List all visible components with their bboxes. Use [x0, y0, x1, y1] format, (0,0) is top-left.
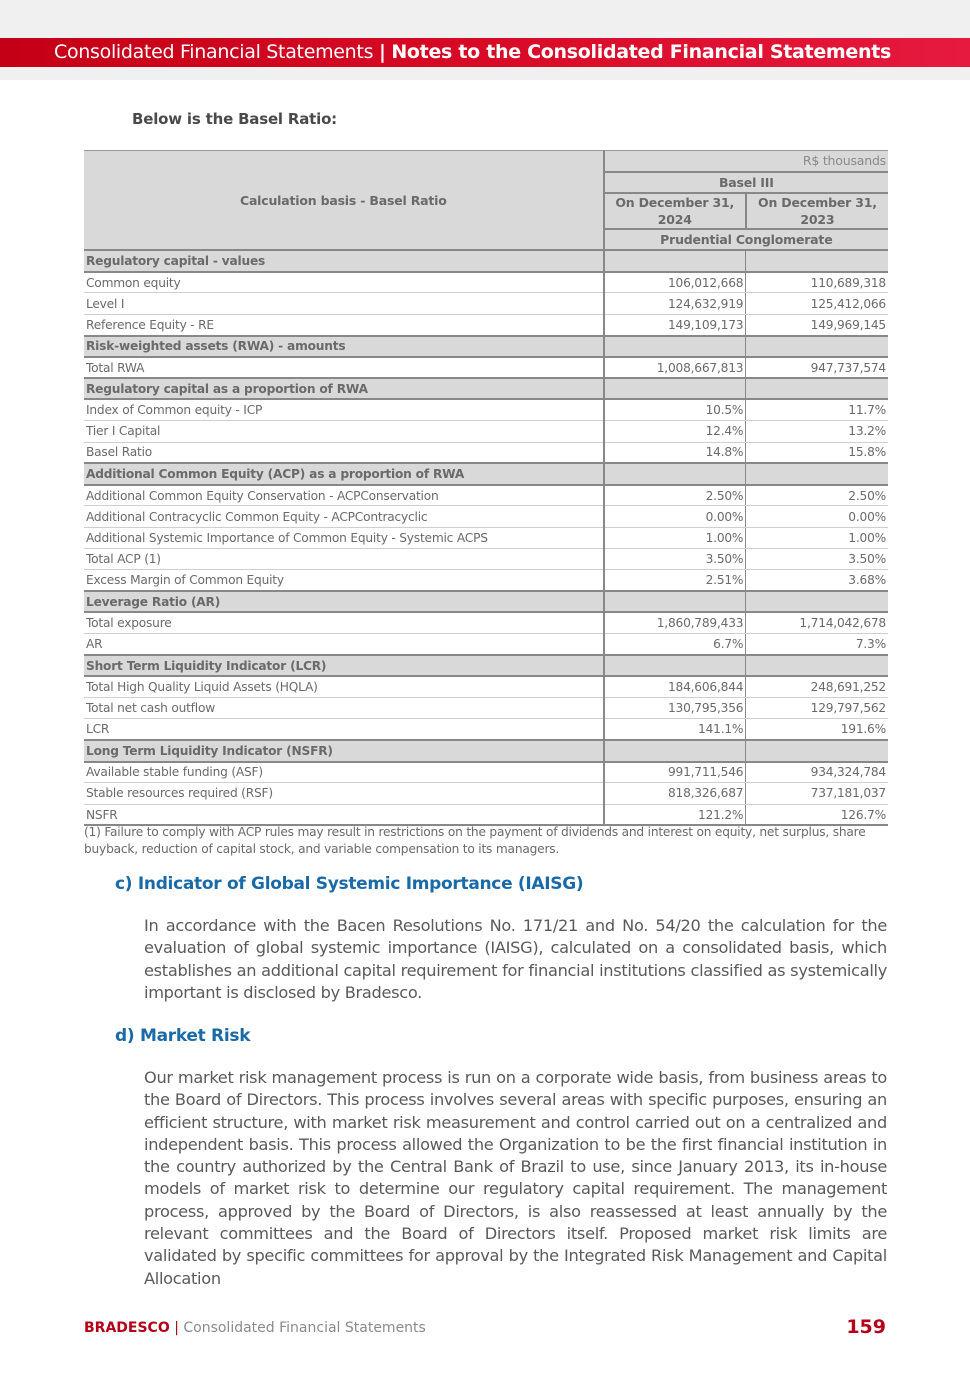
- value-2024: 130,795,356: [604, 698, 746, 719]
- section-empty-cell: [604, 336, 746, 357]
- value-2023: 737,181,037: [746, 783, 888, 804]
- section-c-heading: c) Indicator of Global Systemic Importance (IAISG): [115, 874, 584, 894]
- section-empty-cell: [604, 378, 746, 399]
- brand-name: BRADESCO: [84, 1320, 170, 1336]
- section-empty-cell: [746, 336, 888, 357]
- value-2024: 2.50%: [604, 485, 746, 506]
- table-section-row: [84, 250, 888, 271]
- intro-text: Below is the Basel Ratio:: [132, 110, 337, 128]
- col-2024-header: On December 31, 2024: [604, 193, 746, 229]
- value-2024: 2.51%: [604, 570, 746, 591]
- section-d-heading: d) Market Risk: [115, 1026, 251, 1046]
- value-2024: 14.8%: [604, 442, 746, 463]
- footer-separator: |: [174, 1320, 179, 1336]
- table-row: [84, 442, 888, 463]
- section-empty-cell: [746, 378, 888, 399]
- row-label: Basel Ratio: [84, 442, 604, 463]
- table-footnote: (1) Failure to comply with ACP rules may result in restrictions on the payment of dividends and interest on equity, net surplus, share buyback, reduction of capital stock, and variable compensation to its managers.: [84, 825, 866, 856]
- value-2024: 0.00%: [604, 506, 746, 527]
- value-2023: 0.00%: [746, 506, 888, 527]
- section-empty-cell: [746, 463, 888, 484]
- basel-ratio-table: [84, 150, 888, 826]
- value-2024: 106,012,668: [604, 272, 746, 293]
- section-title: Long Term Liquidity Indicator (NSFR): [84, 740, 604, 761]
- value-2024: 124,632,919: [604, 293, 746, 314]
- value-2023: 126.7%: [746, 804, 888, 825]
- row-label: Total High Quality Liquid Assets (HQLA): [84, 676, 604, 697]
- section-title: Regulatory capital - values: [84, 250, 604, 271]
- row-label: Level I: [84, 293, 604, 314]
- value-2023: 13.2%: [746, 421, 888, 442]
- section-title: Leverage Ratio (AR): [84, 591, 604, 612]
- row-label: Index of Common equity - ICP: [84, 399, 604, 420]
- row-label: Additional Systemic Importance of Common Equity - Systemic ACPS: [84, 527, 604, 548]
- section-empty-cell: [604, 591, 746, 612]
- table-row: [84, 549, 888, 570]
- row-label: Total exposure: [84, 612, 604, 633]
- table-row: [84, 527, 888, 548]
- value-2023: 934,324,784: [746, 762, 888, 783]
- table-row: [84, 485, 888, 506]
- row-label: Additional Contracyclic Common Equity - ACPContracyclic: [84, 506, 604, 527]
- value-2024: 121.2%: [604, 804, 746, 825]
- header-title: Notes to the Consolidated Financial Statements: [391, 41, 892, 63]
- value-2023: 2.50%: [746, 485, 888, 506]
- table-row: [84, 804, 888, 825]
- section-title: Additional Common Equity (ACP) as a proportion of RWA: [84, 463, 604, 484]
- framework-header: Basel III: [604, 172, 888, 193]
- header-separator: |: [378, 41, 386, 63]
- value-2023: 15.8%: [746, 442, 888, 463]
- value-2023: 1.00%: [746, 527, 888, 548]
- table-row: [84, 762, 888, 783]
- footer-brand: [84, 1320, 426, 1336]
- value-2024: 3.50%: [604, 549, 746, 570]
- table-row: [84, 272, 888, 293]
- section-title: Short Term Liquidity Indicator (LCR): [84, 655, 604, 676]
- top-margin: [0, 0, 970, 38]
- basis-label-header: Calculation basis - Basel Ratio: [84, 151, 604, 251]
- value-2023: 110,689,318: [746, 272, 888, 293]
- table-row: [84, 676, 888, 697]
- row-label: Total RWA: [84, 357, 604, 378]
- header-section: Consolidated Financial Statements: [54, 41, 374, 63]
- row-label: Available stable funding (ASF): [84, 762, 604, 783]
- table-section-row: [84, 655, 888, 676]
- section-empty-cell: [746, 655, 888, 676]
- section-empty-cell: [604, 250, 746, 271]
- row-label: LCR: [84, 719, 604, 740]
- section-empty-cell: [604, 463, 746, 484]
- section-empty-cell: [746, 250, 888, 271]
- value-2023: 947,737,574: [746, 357, 888, 378]
- row-label: Total ACP (1): [84, 549, 604, 570]
- row-label: Stable resources required (RSF): [84, 783, 604, 804]
- table-section-row: [84, 740, 888, 761]
- table-row: [84, 570, 888, 591]
- table-row: [84, 783, 888, 804]
- value-2024: 6.7%: [604, 634, 746, 655]
- table-row: [84, 719, 888, 740]
- value-2023: 1,714,042,678: [746, 612, 888, 633]
- row-label: Tier I Capital: [84, 421, 604, 442]
- value-2023: 191.6%: [746, 719, 888, 740]
- page-number: 159: [846, 1316, 886, 1338]
- table-section-row: [84, 336, 888, 357]
- table-section-row: [84, 463, 888, 484]
- value-2023: 3.50%: [746, 549, 888, 570]
- footer-doc-title: Consolidated Financial Statements: [183, 1320, 426, 1336]
- section-empty-cell: [604, 655, 746, 676]
- value-2023: 11.7%: [746, 399, 888, 420]
- value-2023: 3.68%: [746, 570, 888, 591]
- value-2023: 248,691,252: [746, 676, 888, 697]
- value-2024: 184,606,844: [604, 676, 746, 697]
- table-row: [84, 399, 888, 420]
- value-2024: 991,711,546: [604, 762, 746, 783]
- value-2023: 125,412,066: [746, 293, 888, 314]
- section-c-body: In accordance with the Bacen Resolutions No. 171/21 and No. 54/20 the calculation for the evaluation of global systemic importance (IAISG), calculated on a consolidated basis, which establishes an additional capital requirement for financial institutions classified as systemically important is disclosed by Bradesco.: [144, 916, 887, 1002]
- section-title: Risk-weighted assets (RWA) - amounts: [84, 336, 604, 357]
- section-empty-cell: [604, 740, 746, 761]
- unit-label: R$ thousands: [604, 151, 888, 172]
- col-2023-header: On December 31, 2023: [746, 193, 888, 229]
- row-label: AR: [84, 634, 604, 655]
- table-row: [84, 698, 888, 719]
- value-2024: 149,109,173: [604, 314, 746, 335]
- row-label: Additional Common Equity Conservation - ACPConservation: [84, 485, 604, 506]
- section-empty-cell: [746, 740, 888, 761]
- row-label: Common equity: [84, 272, 604, 293]
- row-label: Total net cash outflow: [84, 698, 604, 719]
- value-2024: 12.4%: [604, 421, 746, 442]
- section-title: Regulatory capital as a proportion of RWA: [84, 378, 604, 399]
- page-header-bar: [0, 38, 970, 67]
- value-2023: 149,969,145: [746, 314, 888, 335]
- value-2024: 1.00%: [604, 527, 746, 548]
- table-row: [84, 634, 888, 655]
- row-label: NSFR: [84, 804, 604, 825]
- value-2023: 7.3%: [746, 634, 888, 655]
- value-2023: 129,797,562: [746, 698, 888, 719]
- value-2024: 1,860,789,433: [604, 612, 746, 633]
- section-d-body: Our market risk management process is run on a corporate wide basis, from business areas to the Board of Directors. This process involves several areas with specific purposes, ensuring an efficient structure, with market risk measurement and control carried out on a centralized and independent basis. This process allowed the Organization to be the first financial institution in the country authorized by the Central Bank of Brazil to use, since January 2013, its in-house models of market risk to determine our regulatory capital requirement. The management process, approved by the Board of Directors, is also reassessed at least annually by the relevant committees and the Board of Directors itself. Proposed market risk limits are validated by specific committees for approval by the Integrated Risk Management and Capital Allocation: [144, 1068, 887, 1288]
- table-section-row: [84, 591, 888, 612]
- value-2024: 818,326,687: [604, 783, 746, 804]
- row-label: Reference Equity - RE: [84, 314, 604, 335]
- section-empty-cell: [746, 591, 888, 612]
- table-row: [84, 314, 888, 335]
- row-label: Excess Margin of Common Equity: [84, 570, 604, 591]
- table-row: [84, 612, 888, 633]
- header-underline-strip: [0, 67, 970, 80]
- scope-header: Prudential Conglomerate: [604, 229, 888, 250]
- value-2024: 141.1%: [604, 719, 746, 740]
- table-row: [84, 421, 888, 442]
- table-row: [84, 506, 888, 527]
- table-section-row: [84, 378, 888, 399]
- value-2024: 10.5%: [604, 399, 746, 420]
- table-row: [84, 357, 888, 378]
- value-2024: 1,008,667,813: [604, 357, 746, 378]
- table-row: [84, 293, 888, 314]
